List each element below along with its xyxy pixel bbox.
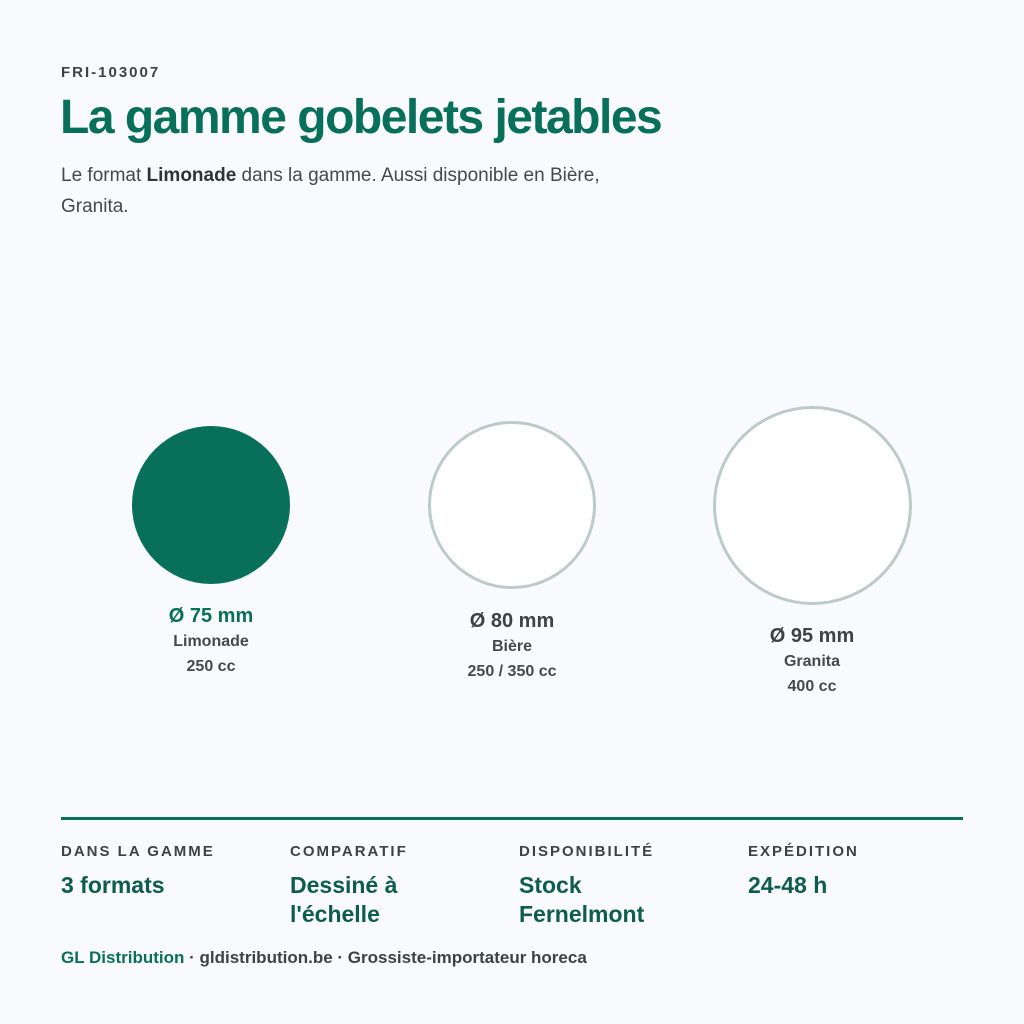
page-subtitle <box>61 160 621 222</box>
stat-value: Stock Fernelmont <box>519 872 645 927</box>
subtitle-text-start: Le format <box>61 165 147 186</box>
cup-capacity: 250 cc <box>186 658 236 675</box>
cup-name: Bière <box>491 638 533 655</box>
subtitle-text-end: dans la gamme. Aussi disponible en Bière, Granita. <box>61 165 600 217</box>
cup-diameter: Ø 95 mm <box>769 625 855 647</box>
cup-diameter: Ø 80 mm <box>469 610 555 632</box>
stat-availability <box>519 843 699 929</box>
page-title: La gamme gobelets jetables <box>60 91 662 144</box>
footer-details: · gldistribution.be · Grossiste-importateur horeca <box>184 948 587 967</box>
cup-diameter: Ø 75 mm <box>168 605 254 627</box>
cup-capacity: 250 / 350 cc <box>467 663 557 680</box>
cup-caption-limonade <box>111 603 311 679</box>
section-divider <box>61 817 963 820</box>
stat-label: DANS LA GAMME <box>61 843 215 860</box>
cup-capacity: 400 cc <box>787 678 837 695</box>
cup-name: Granita <box>783 653 840 670</box>
stat-label: EXPÉDITION <box>748 843 859 860</box>
stat-value: 24-48 h <box>748 872 828 898</box>
stat-value: Dessiné à l'échelle <box>290 872 398 927</box>
stat-range <box>61 843 281 900</box>
stat-comparison <box>290 843 440 929</box>
stat-label: DISPONIBILITÉ <box>519 843 655 860</box>
footer-brand: GL Distribution <box>61 948 185 967</box>
stat-shipping <box>748 843 968 900</box>
cup-disc-biere <box>428 421 596 589</box>
cup-caption-biere <box>412 608 612 684</box>
stat-value: 3 formats <box>61 872 165 898</box>
stat-label: COMPARATIF <box>290 843 408 860</box>
cup-disc-granita <box>713 406 912 605</box>
subtitle-highlight: Limonade <box>146 165 237 186</box>
product-sku: FRI-103007 <box>61 64 161 81</box>
cup-disc-limonade <box>132 426 290 584</box>
cup-caption-granita <box>712 623 912 699</box>
footer <box>61 948 587 968</box>
cup-name: Limonade <box>173 633 249 650</box>
